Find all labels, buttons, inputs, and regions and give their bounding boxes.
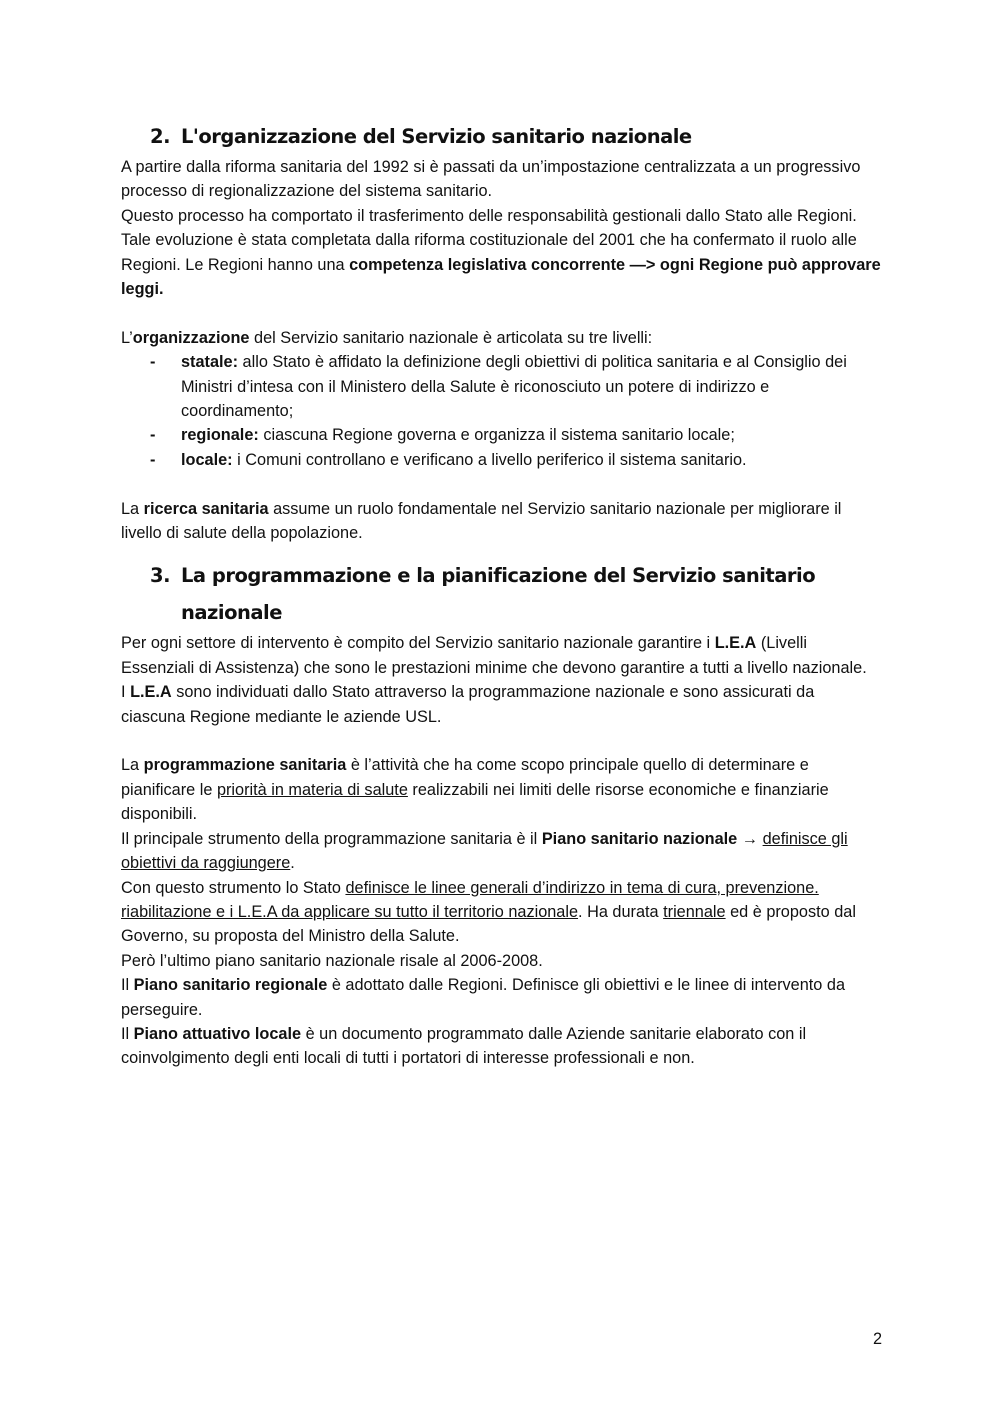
section-3-heading: [121, 557, 883, 631]
level-label: regionale:: [181, 426, 259, 445]
list-item-locale: - locale: i Comuni controllano e verificano a livello periferico il sistema sanitario.: [121, 448, 883, 472]
level-label: statale:: [181, 353, 239, 372]
bold-piano-sanitario-regionale: Piano sanitario regionale: [133, 976, 328, 995]
page-number: 2: [872, 1330, 882, 1348]
underline-priorities: priorità in materia di salute: [216, 780, 408, 799]
list-dash: -: [150, 426, 156, 445]
section-2-number: 2.: [150, 125, 170, 148]
section-2-heading: [121, 118, 883, 155]
paragraph-last-plan: Però l’ultimo piano sanitario nazionale risale al 2006-2008.: [121, 951, 543, 970]
list-dash: -: [150, 353, 156, 372]
paragraph-lea-state: I L.E.A sono individuati dallo Stato attraverso la programmazione nazionale e sono assicurati da ciascuna Regione mediante le aziende USL.: [121, 683, 815, 726]
section-2-title: L'organizzazione del Servizio sanitario nazionale: [181, 125, 692, 148]
paragraph-transfer: Questo processo ha comportato il trasferimento delle responsabilità gestionali dallo Stato alle Regioni.: [121, 206, 857, 225]
paragraph-regional-plan: Il Piano sanitario regionale è adottato dalle Regioni. Definisce gli obiettivi e le linee di intervento da perseguire.: [121, 976, 845, 1019]
list-dash: -: [150, 450, 156, 469]
paragraph-research: La ricerca sanitaria assume un ruolo fondamentale nel Servizio sanitario nazionale per migliorare il livello di salute della popolazione.: [121, 499, 842, 543]
paragraph-local-plan: Il Piano attuativo locale è un documento programmato dalle Aziende sanitarie elaborato con il coinvolgimento degli enti locali di tutti i portatori di interesse professionali e non.: [121, 1024, 807, 1068]
bold-ricerca-sanitaria: ricerca sanitaria: [143, 499, 269, 518]
section-3-number: 3.: [150, 564, 170, 588]
paragraph-lea-definition: Per ogni settore di intervento è compito del Servizio sanitario nazionale garantire i L.E.A (Livelli Essenziali di Assistenza) che sono le prestazioni minime che devono garantire a tutti a livello nazionale.: [121, 634, 867, 677]
bold-organizzazione: organizzazione: [132, 328, 250, 347]
paragraph-organization-intro: L’organizzazione del Servizio sanitario nazionale è articolata su tre livelli:: [121, 328, 653, 347]
paragraph-programming: La programmazione sanitaria è l’attività che ha come scopo principale quello di determinare e pianificare le priorità in materia di salute realizzabili nei limiti delle risorse economiche e finanziarie disponibili.: [121, 756, 829, 824]
list-item-statale: - statale: allo Stato è affidato la definizione degli obiettivi di politica sanitaria e al Consiglio dei Ministri d’intesa con il Ministero della Salute è riconosciuto un potere di indirizzo e coordinamento;: [121, 350, 883, 423]
paragraph-national-plan: Il principale strumento della programmazione sanitaria è il Piano sanitario nazionale → definisce gli obiettivi da raggiungere.: [121, 829, 848, 873]
underline-triennale: triennale: [663, 902, 726, 921]
underline-objectives: definisce gli obiettivi da raggiungere: [121, 829, 848, 873]
level-label: locale:: [181, 450, 233, 469]
paragraph-state-guidelines: Con questo strumento lo Stato definisce le linee generali d’indirizzo in tema di cura, prevenzione. riabilitazione e i L.E.A da applicare su tutto il territorio nazionale. Ha durata triennale ed è proposto dal Governo, su proposta del Ministro della Salute.: [121, 878, 856, 946]
paragraph-reform-1992: A partire dalla riforma sanitaria del 1992 si è passati da un’impostazione centralizzata a un progressivo processo di regionalizzazione del sistema sanitario.: [121, 158, 861, 201]
bold-lea: L.E.A: [130, 683, 172, 702]
list-item-regionale: - regionale: ciascuna Regione governa e organizza il sistema sanitario locale;: [121, 423, 883, 447]
page-content: [121, 118, 883, 1071]
bold-legislative-competence: competenza legislativa concorrente —> ogni Regione può approvare leggi.: [121, 255, 881, 299]
bold-programmazione-sanitaria: programmazione sanitaria: [143, 756, 347, 775]
underline-guidelines: definisce le linee generali d’indirizzo in tema di cura, prevenzione. riabilitazione e i L.E.A da applicare su tutto il territorio nazionale: [121, 878, 819, 921]
bold-piano-sanitario-nazionale: Piano sanitario nazionale: [541, 829, 738, 848]
paragraph-constitutional-reform: Tale evoluzione è stata completata dalla riforma costituzionale del 2001 che ha confermato il ruolo alle Regioni. Le Regioni hanno una competenza legislativa concorrente —> ogni Regione può approvare leggi.: [121, 231, 881, 299]
section-3-title: La programmazione e la pianificazione del Servizio sanitario nazionale: [181, 564, 816, 625]
bold-piano-attuativo-locale: Piano attuativo locale: [133, 1024, 302, 1043]
levels-list: [121, 350, 883, 472]
bold-lea: L.E.A: [714, 634, 757, 653]
